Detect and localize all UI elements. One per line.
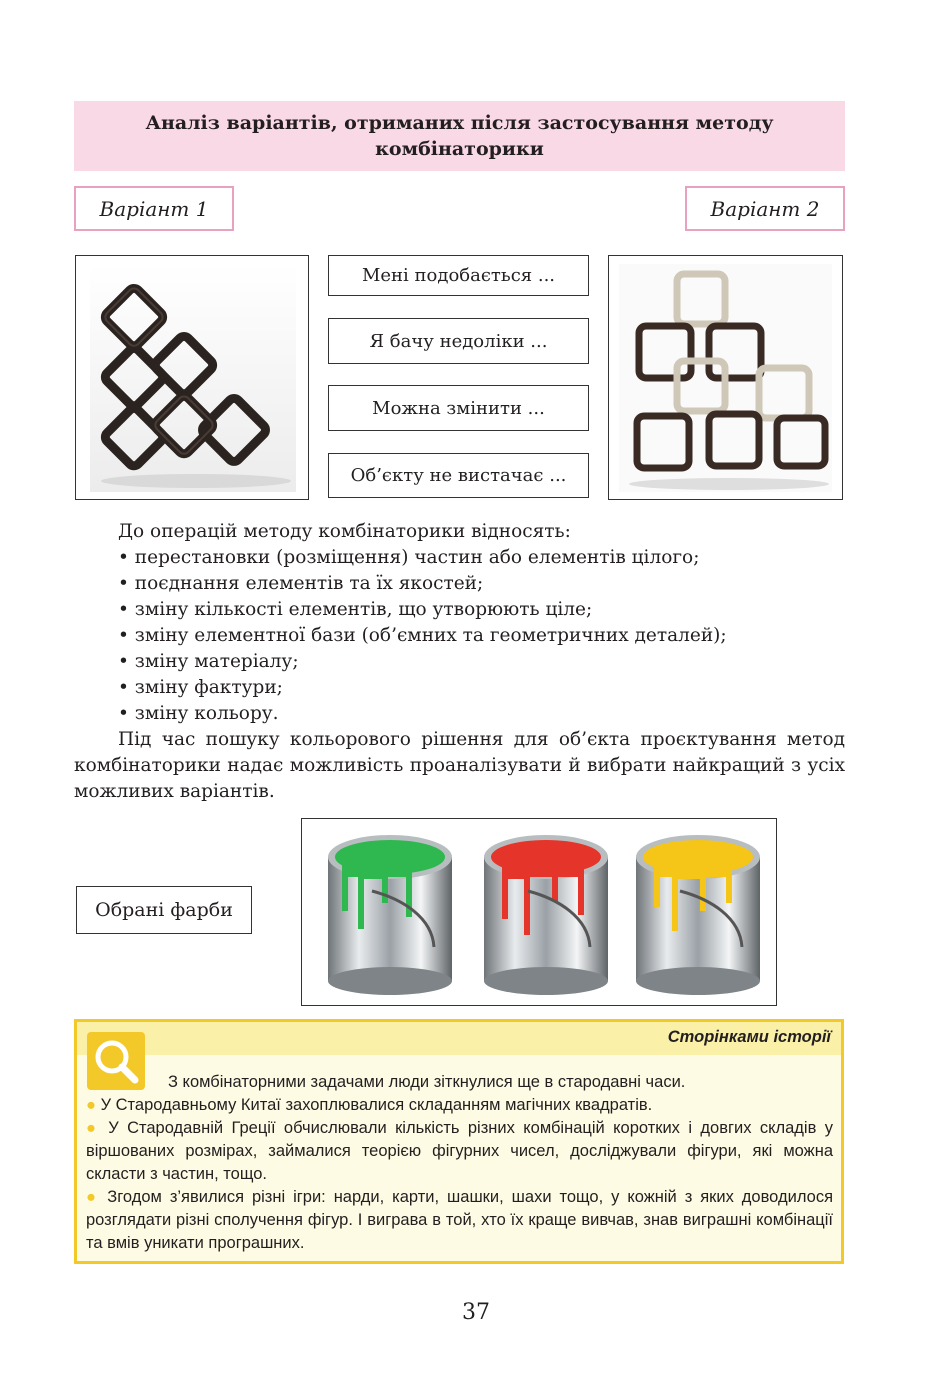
cube-shelf-illustration <box>609 256 842 499</box>
prompt-change: Можна змінити ... <box>328 385 589 431</box>
red-paint-can <box>484 835 608 995</box>
variant-1-photo <box>75 255 309 500</box>
list-item: ● У Стародавній Греції обчислювали кількість різних комбінацій коротких і довгих складів у віршованих розмірах, займалися теорією фігурних чисел, досліджували фігури, які можна скласти з частин, тощо. <box>86 1119 833 1183</box>
history-intro: З комбінаторними задачами люди зіткнулися ще в стародавні часи. <box>168 1073 686 1091</box>
paints-photo <box>301 818 777 1006</box>
history-title: Сторінками історії <box>667 1028 831 1046</box>
diamond-shelf-illustration <box>76 256 308 499</box>
list-item: ● У Стародавньому Китаї захоплювалися складанням магічних квадратів. <box>86 1096 653 1114</box>
paints-label: Обрані фарби <box>76 886 252 934</box>
green-paint-can <box>328 835 452 995</box>
history-box <box>74 1019 844 1264</box>
yellow-paint-can <box>636 835 760 995</box>
history-text <box>86 1071 833 1255</box>
list-item: • зміну фактури; <box>118 677 283 698</box>
bullet-icon: ● <box>86 1119 100 1137</box>
list-item: • зміну матеріалу; <box>118 651 299 672</box>
variant-2-label: Варіант 2 <box>685 186 845 231</box>
variant-1-label: Варіант 1 <box>74 186 234 231</box>
variant-2-photo <box>608 255 843 500</box>
list-item: • зміну кольору. <box>118 703 279 724</box>
list-item: • поєднання елементів та їх якостей; <box>118 573 484 594</box>
page-number: 37 <box>462 1300 490 1325</box>
bullet-icon: ● <box>86 1188 100 1206</box>
section-title-line2: комбінаторики <box>375 138 544 160</box>
prompt-like: Мені подобається ... <box>328 255 589 296</box>
list-item: • зміну кількості елементів, що утворюють ціле; <box>118 599 593 620</box>
prompt-missing: Об’єкту не вистачає ... <box>328 453 589 498</box>
section-header <box>74 101 845 171</box>
list-item: • зміну елементної бази (об’ємних та геометричних деталей); <box>118 625 727 646</box>
paint-cans-illustration <box>302 819 776 1005</box>
bullet-icon: ● <box>86 1096 96 1114</box>
body-text <box>74 519 845 805</box>
body-paragraph: Під час пошуку кольорового рішення для об’єкта проєктування метод комбінаторики надає можливість проаналізувати й вибрати найкращий з усіх можливих варіантів. <box>74 729 845 802</box>
list-item: ● Згодом з’явилися різні ігри: нарди, карти, шашки, шахи тощо, у кожній з яких доводилося розглядати різні сполучення фігур. І виграва в той, хто їх краще вивчав, знав виграшні комбінації та вмів уникати програшних. <box>86 1188 834 1252</box>
list-item: • перестановки (розміщення) частин або елементів цілого; <box>118 547 700 568</box>
prompt-flaws: Я бачу недоліки ... <box>328 318 589 364</box>
body-intro: До операцій методу комбінаторики відносять: <box>118 521 571 542</box>
section-title-line1: Аналіз варіантів, отриманих після застосування методу <box>145 112 774 134</box>
